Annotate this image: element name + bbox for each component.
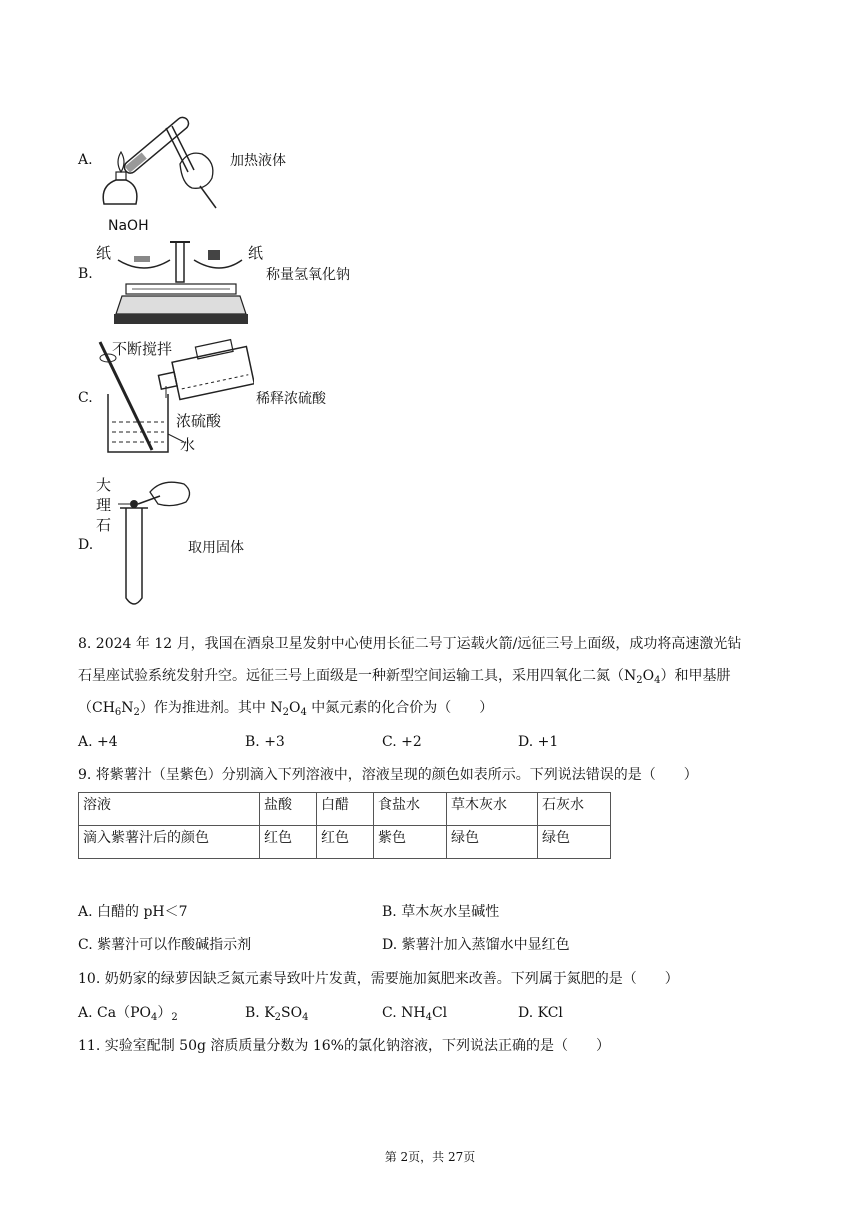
table-cell: 滴入紫薯汁后的颜色 — [79, 826, 260, 859]
acid-label: 浓硫酸 — [176, 412, 222, 430]
option-a-caption: 加热液体 — [230, 153, 286, 169]
q8-choice-d: D. +1 — [518, 734, 559, 750]
q8-choice-b: B. +3 — [245, 734, 285, 750]
table-cell: 石灰水 — [538, 793, 611, 826]
q9-choice-b: B. 草木灰水呈碱性 — [382, 904, 500, 920]
option-b-letter: B. — [78, 266, 93, 282]
table-cell: 红色 — [260, 826, 317, 859]
table-row — [79, 826, 611, 859]
balance-figure — [112, 238, 248, 328]
table-cell: 白醋 — [317, 793, 374, 826]
q10-choice-c: C. $NH_4Cl$ — [382, 1005, 448, 1023]
naoh-label: NaOH — [108, 218, 149, 234]
q8-line3: $(CH_6N_2)$作为推进剂。其中 $N_2O_4$ 中氮元素的化合价为（ ） — [78, 700, 494, 718]
option-c-letter: C. — [78, 390, 93, 406]
table-cell: 食盐水 — [374, 793, 447, 826]
q10-choice-a: A. $Ca(PO_4)_2$ — [78, 1005, 178, 1023]
marble-label-3: 石 — [96, 516, 112, 534]
marble-label-1: 大 — [96, 476, 112, 494]
marble-label-2: 理 — [96, 496, 112, 514]
paper-right-label: 纸 — [248, 244, 264, 262]
q8-line2: 石星座试验系统发射升空。远征三号上面级是一种新型空间运输工具，采用四氧化二氮$(N_2O_4)$和甲基肼 — [78, 668, 731, 686]
q9-choice-d: D. 紫薯汁加入蒸馏水中显红色 — [382, 937, 570, 953]
table-cell: 盐酸 — [260, 793, 317, 826]
stir-label: 不断搅拌 — [112, 340, 173, 358]
option-b-caption: 称量氢氧化钠 — [266, 267, 350, 283]
solid-taking-figure — [114, 474, 196, 614]
indicator-table — [78, 792, 611, 859]
q8-choice-c: C. +2 — [382, 734, 422, 750]
table-cell: 溶液 — [79, 793, 260, 826]
table-cell: 红色 — [317, 826, 374, 859]
table-cell: 紫色 — [374, 826, 447, 859]
table-row — [79, 793, 611, 826]
q9-choice-c: C. 紫薯汁可以作酸碱指示剂 — [78, 937, 252, 953]
q8-line1: 8. 2024 年 12 月，我国在酒泉卫星发射中心使用长征二号丁运载火箭/远征三号上面级，成功将高速激光钻 — [78, 636, 742, 652]
heating-liquid-figure — [96, 104, 226, 212]
q10-choice-d: D. KCl — [518, 1005, 563, 1021]
q8-choice-a: A. +4 — [78, 734, 118, 750]
water-label: 水 — [180, 436, 196, 454]
option-d-letter: D. — [78, 537, 94, 553]
q9-choice-a: A. 白醋的 pH＜7 — [78, 904, 188, 920]
table-cell: 草木灰水 — [447, 793, 538, 826]
page-footer: 第 2页，共 27页 — [384, 1150, 476, 1164]
option-d-caption: 取用固体 — [188, 540, 244, 556]
q9-stem: 9. 将紫薯汁（呈紫色）分别滴入下列溶液中，溶液呈现的颜色如表所示。下列说法错误的是（ ） — [78, 767, 698, 783]
q11-stem: 11. 实验室配制 50g 溶质质量分数为 16%的氯化钠溶液，下列说法正确的是（ ） — [78, 1038, 610, 1054]
q10-choice-b: B. $K_2SO_4$ — [245, 1005, 309, 1023]
option-a-letter: A. — [78, 152, 93, 168]
q10-stem: 10. 奶奶家的绿萝因缺乏氮元素导致叶片发黄，需要施加氮肥来改善。下列属于氮肥的是（ ） — [78, 971, 679, 987]
dilution-figure — [94, 338, 254, 458]
paper-left-label: 纸 — [96, 244, 112, 262]
table-cell: 绿色 — [447, 826, 538, 859]
option-c-caption: 稀释浓硫酸 — [256, 391, 326, 407]
table-cell: 绿色 — [538, 826, 611, 859]
